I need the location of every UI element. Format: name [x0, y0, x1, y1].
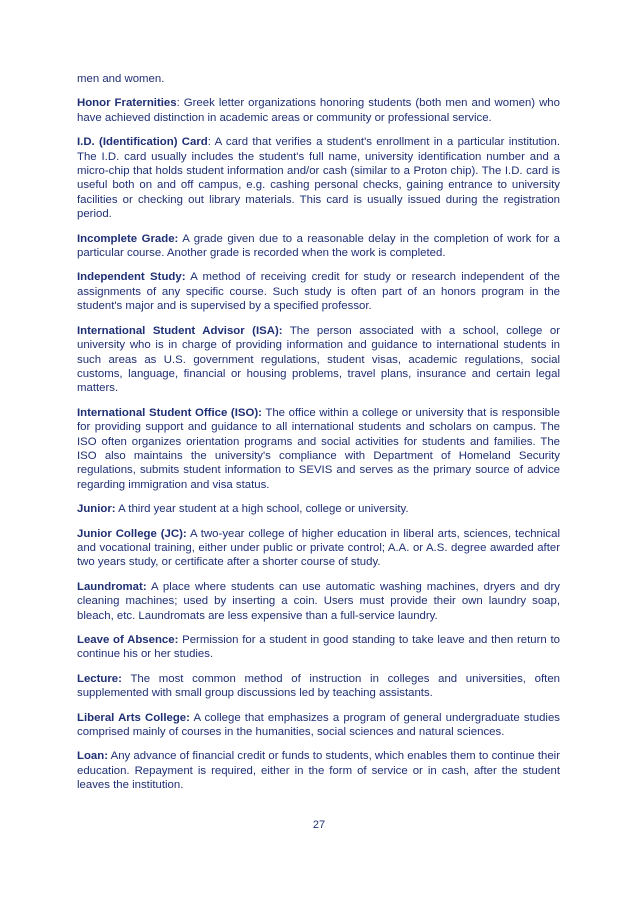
continued-text: men and women.: [77, 73, 165, 85]
glossary-entry: [77, 527, 560, 570]
entry-definition: A college that emphasizes a program of general undergraduate studies comprised mainly of courses in the humanities, social sciences and natural sciences.: [77, 711, 560, 739]
entry-term: Laundromat:: [77, 580, 147, 593]
entry-definition: The person associated with a school, college or university who is in charge of providing information and guidance to international students in such areas as U.S. government regulations, student visas, academic regulations, social customs, language, financial or housing problems, travel plans, insurance and certain legal matters.: [77, 324, 560, 395]
entry-definition: A card that verifies a student's enrollment in a particular institution. The I.D. card usually includes the student's full name, university identification number and a micro-chip that holds student information and/or cash (similar to a Proton chip). The I.D. card is useful both on and off campus, e.g. cashing personal checks, gaining entrance to university facilities or checking out library materials. This card is usually issued during the registration period.: [77, 136, 561, 221]
entry-definition: The most common method of instruction in colleges and universities, often supplemented with small group discussions led by teaching assistants.: [77, 672, 560, 700]
glossary-entry: [77, 749, 560, 792]
entry-definition: Permission for a student in good standing to take leave and then return to continue his or her studies.: [77, 634, 560, 661]
entry-definition: A two-year college of higher education in liberal arts, sciences, technical and vocational training, either under public or private control; A.A. or A.S. degree awarded after two years study, or certificate after a shorter course of study.: [77, 527, 560, 569]
entry-term: International Student Office (ISO):: [77, 406, 262, 419]
entry-separator: :: [207, 136, 215, 149]
glossary-entry: [77, 324, 560, 396]
entry-term: Independent Study:: [77, 271, 186, 284]
entry-definition: Any advance of financial credit or funds to students, which enables them to continue their education. Repayment is required, either in the form of service or in cash, after the student leaves the institution.: [77, 750, 560, 792]
entry-definition: A place where students can use automatic washing machines, dryers and dry cleaning machines; used by inserting a coin. Users must provide their own laundry soap, bleach, etc. Laundromats are less expensive than a full-service laundry.: [77, 580, 560, 622]
glossary-entry: [77, 96, 560, 125]
entry-term: Liberal Arts College:: [77, 711, 190, 724]
glossary-entry: [77, 672, 560, 701]
page-number: 27: [312, 819, 326, 831]
glossary-entry: [77, 270, 560, 313]
entry-term: I.D. (Identification) Card: [77, 136, 208, 149]
entry-definition: Greek letter organizations honoring students (both men and women) who have achieved distinction in academic areas or community or professional service.: [77, 97, 560, 124]
glossary-entry: [77, 232, 560, 261]
glossary-entry: [77, 633, 560, 662]
entry-term: Honor Fraternities: [77, 97, 177, 110]
glossary-entry: [77, 135, 560, 221]
entry-separator: [283, 325, 290, 337]
entry-term: Incomplete Grade:: [77, 232, 179, 245]
entry-term: International Student Advisor (ISA):: [77, 324, 283, 337]
entry-definition: A grade given due to a reasonable delay in the completion of work for a particular course. Another grade is recorded when the work is completed.: [77, 232, 560, 260]
glossary-entry: [77, 711, 560, 740]
entry-term: Lecture:: [77, 672, 122, 685]
entry-term: Junior College (JC):: [77, 527, 187, 540]
document-page: [77, 72, 560, 803]
entry-definition: The office within a college or university that is responsible for providing support and guidance to all international students and scholars on campus. The ISO often organizes orientation programs and social activities for students and families. The ISO also maintains the university's compliance with Department of Homeland Security regulations, submits student information to SEVIS and serves as the primary source of advice regarding immigration and visa status.: [77, 406, 560, 491]
glossary-entry: [77, 580, 560, 623]
entry-separator: :: [176, 97, 184, 110]
glossary-entry: [77, 502, 560, 516]
entry-term: Junior:: [77, 503, 116, 516]
entry-definition: A method of receiving credit for study or research independent of the assignments of any specific course. Such study is often part of an honors program in the student's major and is supervised by a specified professor.: [77, 271, 561, 313]
entry-term: Leave of Absence:: [77, 634, 179, 646]
entry-definition: A third year student at a high school, college or university.: [118, 503, 409, 516]
entry-term: Loan:: [77, 750, 109, 763]
glossary-entry: [77, 406, 560, 492]
